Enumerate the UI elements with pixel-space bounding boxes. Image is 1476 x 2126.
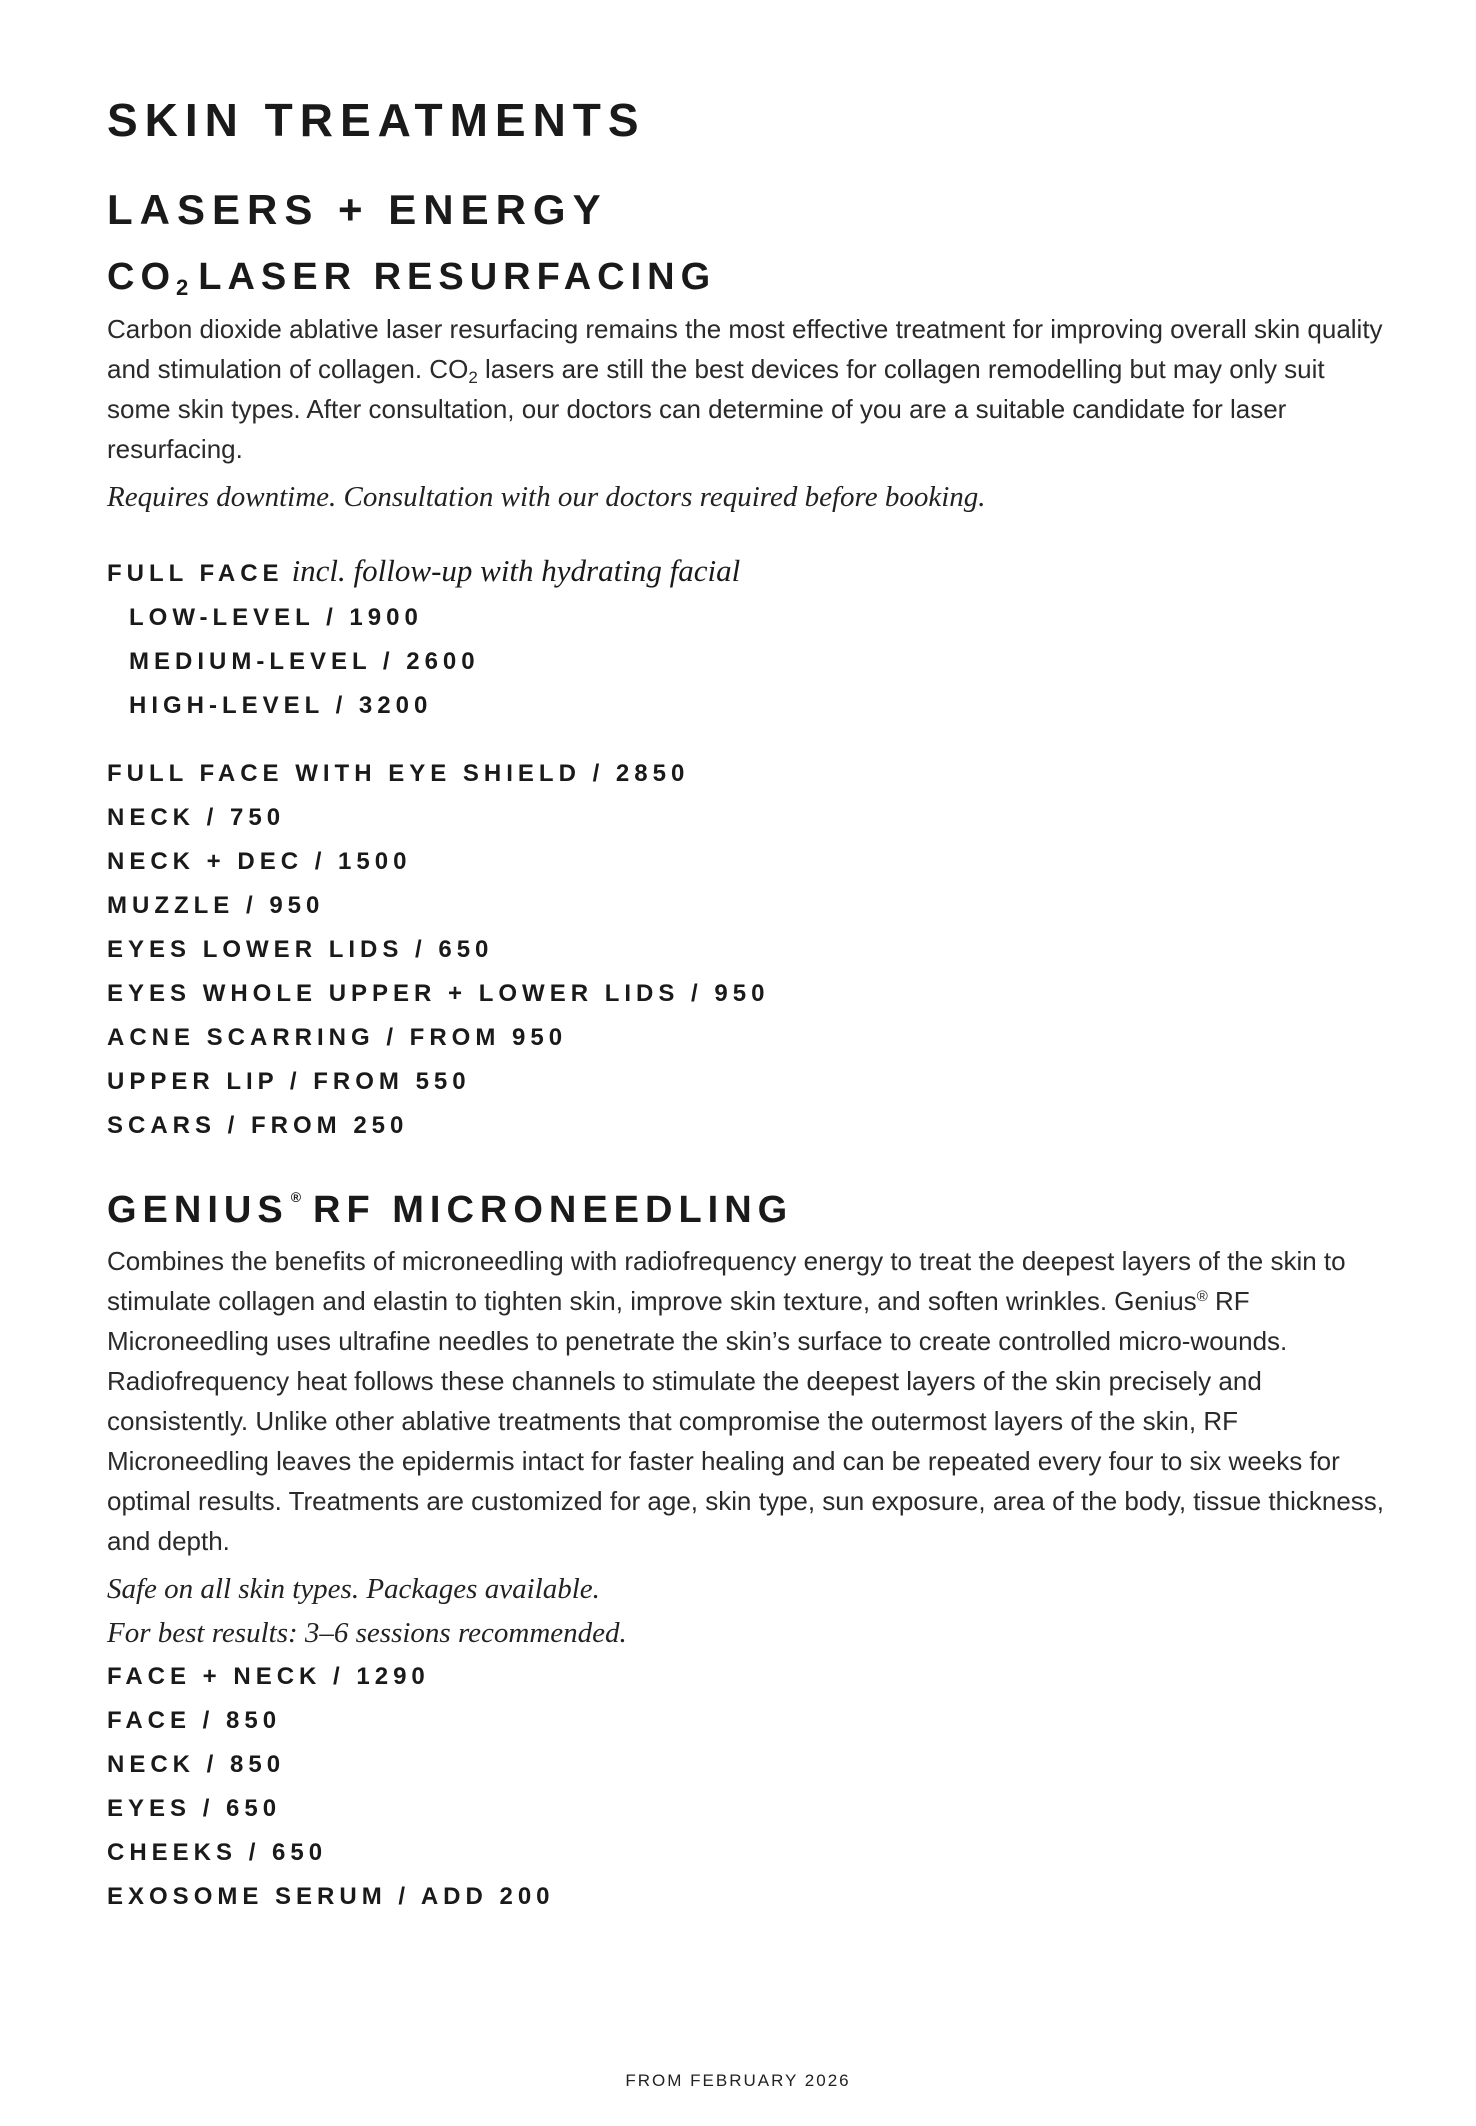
- genius-desc-part1: Combines the benefits of microneedling with radiofrequency energy to treat the deepest layers of the skin to stimulate collagen and elastin to tighten skin, improve skin texture, and soften wrinkles. Genius: [107, 1246, 1346, 1316]
- price-item: EYES LOWER LIDS / 650: [107, 936, 494, 963]
- genius-note-2: For best results: 3–6 sessions recommended.: [107, 1617, 627, 1649]
- price-item: NECK / 850: [107, 1751, 286, 1778]
- genius-heading-sup: ®: [290, 1189, 302, 1205]
- full-face-note: incl. follow-up with hydrating facial: [291, 553, 741, 588]
- co2-description: [107, 309, 1387, 469]
- price-item: EXOSOME SERUM / ADD 200: [107, 1883, 555, 1910]
- co2-desc-part1: Carbon dioxide ablative laser resurfacing remains the most effective treatment for improving overall skin quality and stimulation of collagen. CO: [107, 314, 1383, 384]
- price-item: EYES / 650: [107, 1795, 282, 1822]
- price-item: ACNE SCARRING / FROM 950: [107, 1024, 568, 1051]
- genius-heading-post: RF MICRONEEDLING: [313, 1189, 794, 1231]
- price-item: UPPER LIP / FROM 550: [107, 1068, 471, 1095]
- level-item: LOW-LEVEL / 1900: [129, 604, 423, 631]
- price-item: NECK / 750: [107, 804, 286, 831]
- footer-date: FROM FEBRUARY 2026: [625, 2071, 851, 2090]
- price-item: MUZZLE / 950: [107, 892, 325, 919]
- full-face-label: FULL FACE: [107, 560, 284, 587]
- co2-heading-sub: 2: [176, 275, 189, 300]
- price-item: NECK + DEC / 1500: [107, 848, 412, 875]
- co2-price-list: [107, 549, 1387, 1148]
- price-item: SCARS / FROM 250: [107, 1112, 409, 1139]
- genius-heading: [107, 1190, 1387, 1229]
- category-heading: LASERS + ENERGY: [107, 186, 608, 233]
- co2-heading: [107, 258, 1387, 299]
- genius-section: [107, 1190, 1387, 1919]
- genius-description: [107, 1241, 1387, 1561]
- price-item: FULL FACE WITH EYE SHIELD / 2850: [107, 760, 690, 787]
- price-item: FACE + NECK / 1290: [107, 1663, 430, 1690]
- price-item: CHEEKS / 650: [107, 1839, 328, 1866]
- price-item: EYES WHOLE UPPER + LOWER LIDS / 950: [107, 980, 770, 1007]
- genius-heading-pre: GENIUS: [107, 1189, 289, 1231]
- genius-price-list: [107, 1655, 1387, 1919]
- co2-section: [107, 258, 1387, 1148]
- genius-desc-part2: RF Microneedling uses ultrafine needles to penetrate the skin’s surface to create controlled micro-wounds. Radiofrequency heat follows these channels to stimulate the deepest layers of the skin precisely and consistently. Unlike other ablative treatments that compromise the outermost layers of the skin, RF Microneedling leaves the epidermis intact for faster healing and can be repeated every four to six weeks for optimal results. Treatments are customized for age, skin type, sun exposure, area of the body, tissue thickness, and depth.: [107, 1286, 1385, 1556]
- page-title: SKIN TREATMENTS: [107, 94, 646, 146]
- genius-note-1: Safe on all skin types. Packages available.: [107, 1573, 600, 1605]
- level-item: MEDIUM-LEVEL / 2600: [129, 648, 480, 675]
- level-item: HIGH-LEVEL / 3200: [129, 692, 433, 719]
- co2-note: Requires downtime. Consultation with our doctors required before booking.: [107, 481, 986, 513]
- genius-desc-sup: ®: [1196, 1288, 1208, 1305]
- full-face-row: [107, 549, 1387, 596]
- co2-desc-sub: 2: [468, 368, 478, 387]
- price-item: FACE / 850: [107, 1707, 282, 1734]
- co2-heading-post: LASER RESURFACING: [198, 256, 717, 298]
- co2-desc-part2: lasers are still the best devices for collagen remodelling but may only suit some skin types. After consultation, our doctors can determine of you are a suitable candidate for laser resurfacing.: [107, 354, 1325, 464]
- co2-heading-pre: CO: [107, 256, 176, 298]
